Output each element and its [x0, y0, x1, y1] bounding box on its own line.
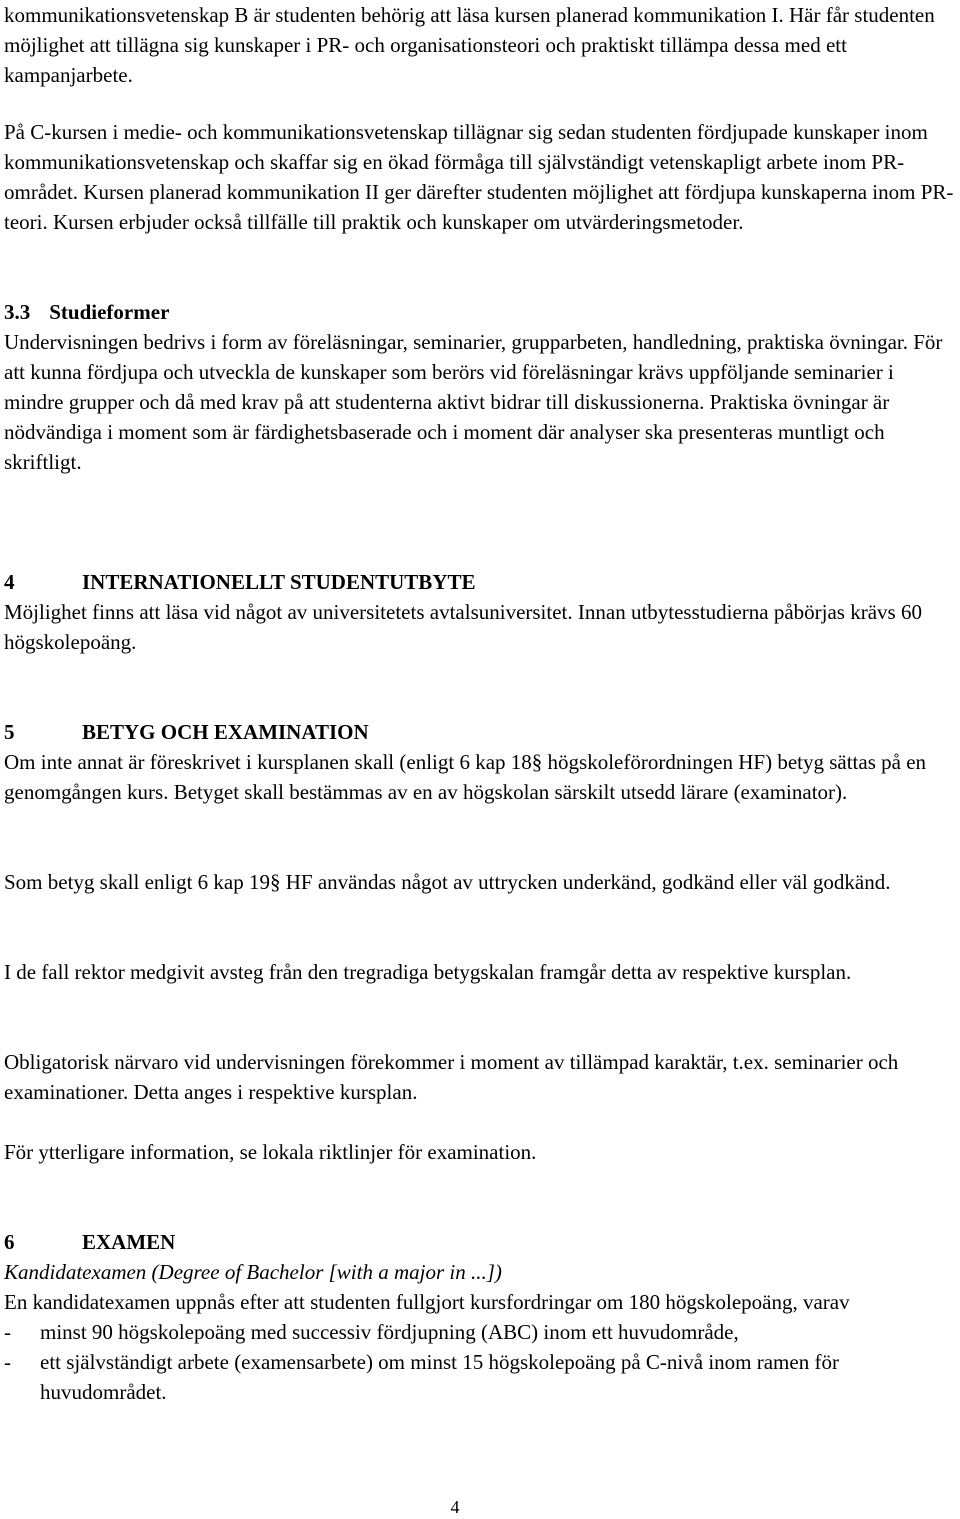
- section-6-title: EXAMEN: [82, 1230, 176, 1254]
- section-6-heading: [4, 1227, 956, 1257]
- list-marker: -: [4, 1320, 11, 1344]
- list-item-text: minst 90 högskolepoäng med successiv fördjupning (ABC) inom ett huvudområde,: [40, 1320, 739, 1344]
- section-5: [4, 717, 956, 807]
- section-5-paragraph: Om inte annat är föreskrivet i kursplanen skall (enligt 6 kap 18§ högskoleförordningen HF) betyg sättas på en genomgången kurs. Betyget skall bestämmas av en av högskolan särskilt utsedd lärare (examinator).: [4, 750, 927, 804]
- section-5-heading: [4, 717, 956, 747]
- section-3-3-number: 3.3: [4, 300, 31, 324]
- section-4-number: 4: [4, 570, 15, 594]
- section-5-number: 5: [4, 720, 15, 744]
- section-5-paragraph: Som betyg skall enligt 6 kap 19§ HF användas något av uttrycken underkänd, godkänd eller väl godkänd.: [4, 870, 891, 894]
- section-3-3-title: Studieformer: [49, 300, 170, 324]
- section-6: [4, 1227, 956, 1407]
- section-4: [4, 567, 956, 657]
- section-5-paragraph: I de fall rektor medgivit avsteg från den tregradiga betygskalan framgår detta av respektive kursplan.: [4, 960, 852, 984]
- intro-paragraph: kommunikationsvetenskap B är studenten behörig att läsa kursen planerad kommunikation I. Här får studenten möjlighet att tillägna sig kunskaper i PR- och organisationsteori och praktiskt tillämpa dessa med ett kampanjarbete.: [4, 3, 935, 87]
- section-6-number: 6: [4, 1230, 15, 1254]
- section-6-subtitle: Kandidatexamen (Degree of Bachelor [with a major in ...]): [4, 1260, 502, 1284]
- list-item-text: ett självständigt arbete (examensarbete) om minst 15 högskolepoäng på C-nivå inom ramen för huvudområdet.: [40, 1350, 839, 1404]
- list-marker: -: [4, 1350, 11, 1374]
- section-4-title: INTERNATIONELLT STUDENTUTBYTE: [82, 570, 476, 594]
- list-item: [4, 1347, 956, 1407]
- section-4-heading: [4, 567, 956, 597]
- section-5-paragraph: För ytterligare information, se lokala riktlinjer för examination.: [4, 1140, 537, 1164]
- section-3-3: [4, 297, 956, 477]
- section-5-paragraph: Obligatorisk närvaro vid undervisningen förekommer i moment av tillämpad karaktär, t.ex. seminarier och examinationer. Detta anges i respektive kursplan.: [4, 1050, 899, 1104]
- c-course-paragraph: På C-kursen i medie- och kommunikationsvetenskap tillägnar sig sedan studenten fördjupade kunskaper inom kommunikationsvetenskap och skaffar sig en ökad förmåga till självständigt vetenskapligt arbete inom PR-området. Kursen planerad kommunikation II ger därefter studenten möjlighet att fördjupa kunskaperna inom PR-teori. Kursen erbjuder också tillfälle till praktik och kunskaper om utvärderingsmetoder.: [4, 120, 954, 234]
- page-number: 4: [450, 1497, 460, 1517]
- list-item: [4, 1317, 956, 1347]
- section-6-body: En kandidatexamen uppnås efter att studenten fullgjort kursfordringar om 180 högskolepoäng, varav: [4, 1290, 850, 1314]
- section-5-title: BETYG OCH EXAMINATION: [82, 720, 369, 744]
- section-3-3-heading: [4, 297, 956, 327]
- section-3-3-body: Undervisningen bedrivs i form av föreläsningar, seminarier, grupparbeten, handledning, praktiska övningar. För att kunna fördjupa och utveckla de kunskaper som berörs vid föreläsningar krävs uppföljande seminarier i mindre grupper och då med krav på att studenterna aktivt bidrar till diskussionerna. Praktiska övningar är nödvändiga i moment som är färdighetsbaserade och i moment där analyser ska presenteras muntligt och skriftligt.: [4, 330, 943, 474]
- section-4-body: Möjlighet finns att läsa vid något av universitetets avtalsuniversitet. Innan utbytesstudierna påbörjas krävs 60 högskolepoäng.: [4, 600, 922, 654]
